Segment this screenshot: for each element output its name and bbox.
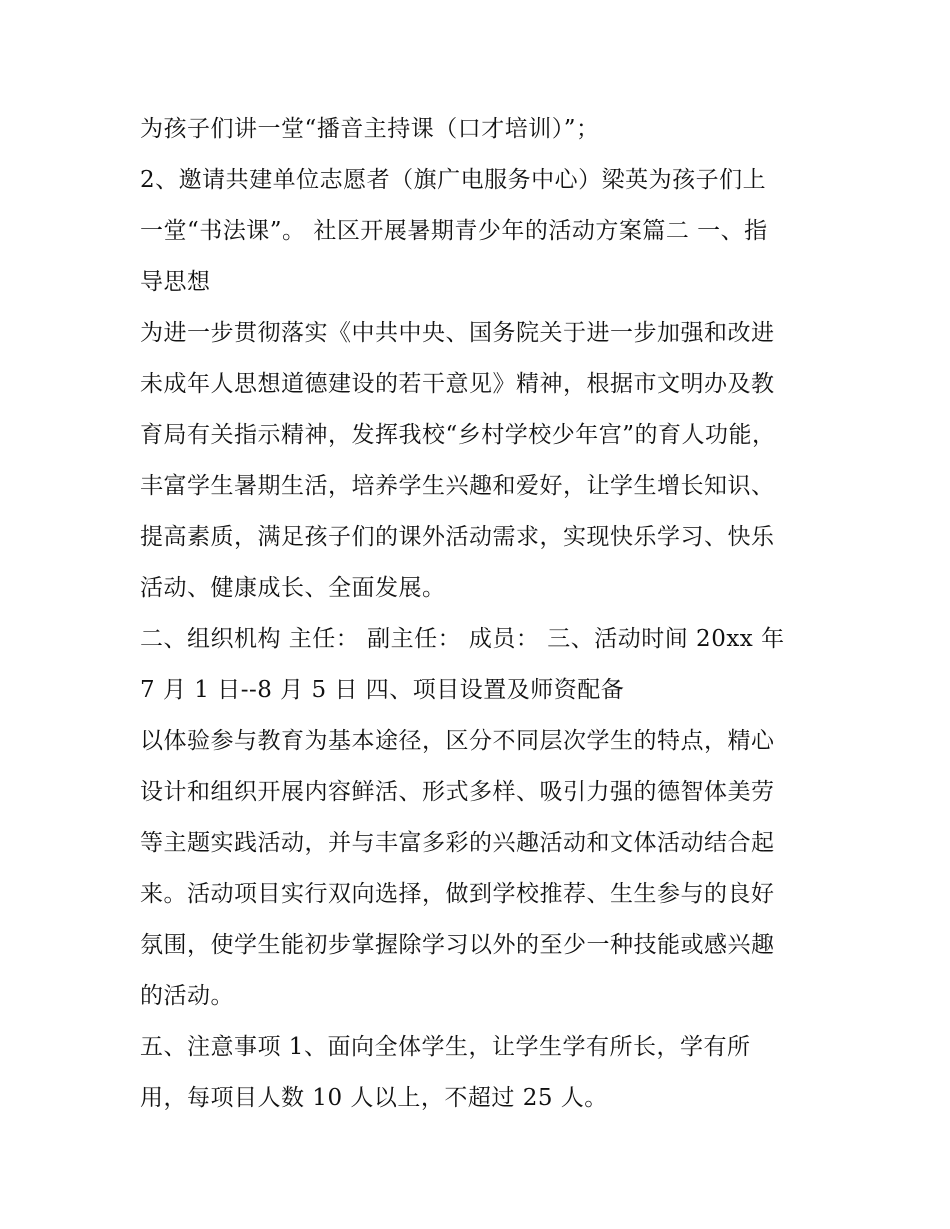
document-body [140, 104, 830, 1124]
text-line: 丰富学生暑期生活，培养学生兴趣和爱好，让学生增长知识、 [140, 473, 775, 499]
text-line: 氛围，使学生能初步掌握除学习以外的至少一种技能或感兴趣 [140, 932, 775, 958]
text-line: 导思想 [140, 269, 211, 295]
text-line: 7 月 1 日--8 月 5 日 四、项目设置及师资配备 [140, 677, 625, 703]
text-line: 的活动。 [140, 983, 234, 1009]
text-line: 二、组织机构 主任： 副主任： 成员： 三、活动时间 20xx 年 [140, 626, 785, 652]
text-line: 育局有关指示精神，发挥我校“乡村学校少年宫”的育人功能， [140, 422, 776, 448]
text-line: 一堂“书法课”。 社区开展暑期青少年的活动方案篇二 一、指 [140, 218, 768, 244]
text-line: 为进一步贯彻落实《中共中央、国务院关于进一步加强和改进 [140, 320, 775, 346]
text-line: 等主题实践活动，并与丰富多彩的兴趣活动和文体活动结合起 [140, 830, 775, 856]
text-line: 提高素质，满足孩子们的课外活动需求，实现快乐学习、快乐 [140, 524, 775, 550]
text-line: 用，每项目人数 10 人以上，不超过 25 人。 [140, 1085, 608, 1111]
text-line: 设计和组织开展内容鲜活、形式多样、吸引力强的德智体美劳 [140, 779, 775, 805]
text-line: 以体验参与教育为基本途径，区分不同层次学生的特点，精心 [140, 728, 775, 754]
text-line: 来。活动项目实行双向选择，做到学校推荐、生生参与的良好 [140, 881, 775, 907]
text-line: 为孩子们讲一堂“播音主持课（口才培训）”； [140, 116, 600, 142]
text-line: 未成年人思想道德建设的若干意见》精神，根据市文明办及教 [140, 371, 775, 397]
text-line: 五、注意事项 1、面向全体学生，让学生学有所长，学有所 [140, 1034, 751, 1060]
text-line: 2、邀请共建单位志愿者（旗广电服务中心）梁英为孩子们上 [140, 167, 767, 193]
text-line: 活动、健康成长、全面发展。 [140, 575, 446, 601]
